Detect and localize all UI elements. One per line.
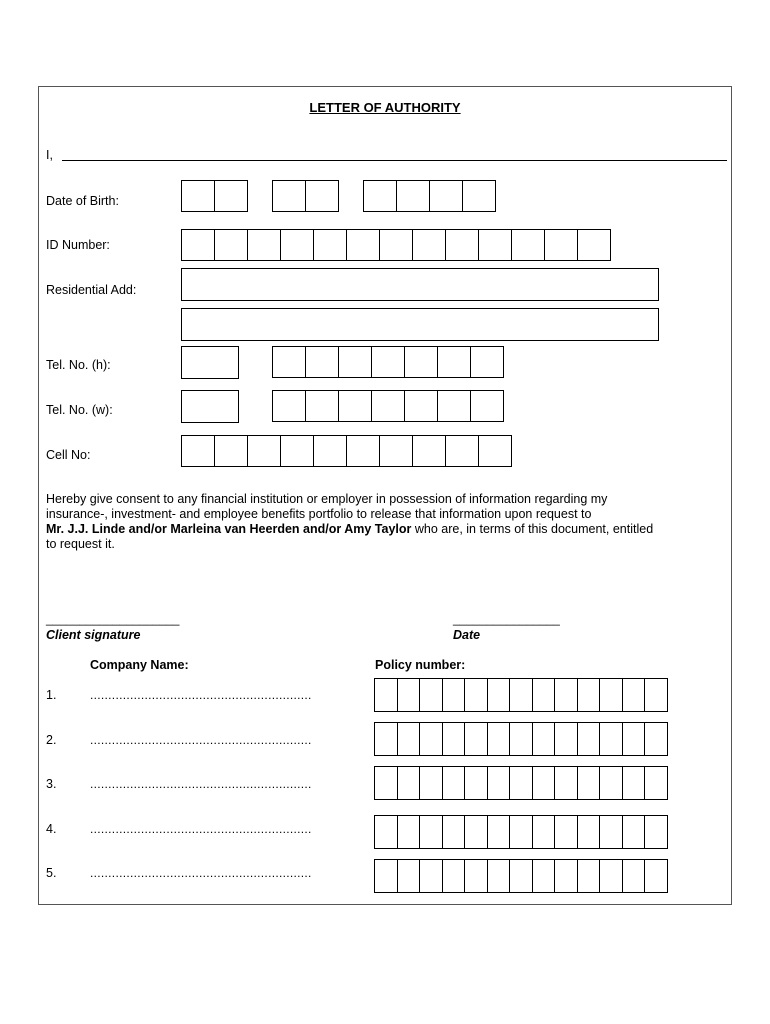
row-number: 1. [46,688,57,702]
id-number-label: ID Number: [46,238,110,252]
policy-number-boxes[interactable] [374,722,668,756]
address-label: Residential Add: [46,283,137,297]
row-number: 5. [46,866,57,880]
address-line-2[interactable] [181,308,659,341]
cell-label: Cell No: [46,448,91,462]
date-label: Date [453,628,481,642]
tel-home-code-box[interactable] [181,346,239,379]
company-name-field[interactable]: ............................................................. [90,822,312,836]
policy-number-boxes[interactable] [374,766,668,800]
consent-line-3-rest: who are, in terms of this document, entitled [411,522,654,536]
dob-day-boxes[interactable] [181,180,248,212]
consent-line-1: Hereby give consent to any financial institution or employer in possession of information regarding my [46,492,608,506]
policy-number-boxes[interactable] [374,678,668,712]
consent-line-2: insurance-, investment- and employee benefits portfolio to release that information upon request to [46,507,592,521]
dob-month-boxes[interactable] [272,180,339,212]
consent-line-3 [46,522,736,537]
policy-number-boxes[interactable] [374,815,668,849]
page-title: LETTER OF AUTHORITY [309,100,461,115]
cell-number-boxes[interactable] [181,435,512,467]
row-number: 4. [46,822,57,836]
policy-number-boxes[interactable] [374,859,668,893]
company-name-field[interactable]: ............................................................. [90,866,312,880]
date-signature-line[interactable]: ________________ [453,612,560,626]
tel-work-number-boxes[interactable] [272,390,504,422]
name-prefix-label: I, [46,148,53,162]
authorized-persons: Mr. J.J. Linde and/or Marleina van Heerden and/or Amy Taylor [46,522,412,536]
client-signature-line[interactable]: ____________________ [46,612,180,626]
tel-work-code-box[interactable] [181,390,239,423]
id-number-boxes[interactable] [181,229,611,261]
name-field[interactable] [62,160,727,161]
row-number: 2. [46,733,57,747]
consent-paragraph [46,492,736,552]
consent-line-4: to request it. [46,537,115,551]
row-number: 3. [46,777,57,791]
tel-work-label: Tel. No. (w): [46,403,113,417]
client-signature-label: Client signature [46,628,141,642]
address-line-1[interactable] [181,268,659,301]
company-name-header: Company Name: [90,658,189,672]
policy-number-header: Policy number: [375,658,466,672]
tel-home-number-boxes[interactable] [272,346,504,378]
company-name-field[interactable]: ............................................................. [90,688,312,702]
company-name-field[interactable]: ............................................................. [90,733,312,747]
dob-year-boxes[interactable] [363,180,496,212]
company-name-field[interactable]: ............................................................. [90,777,312,791]
dob-label: Date of Birth: [46,194,119,208]
tel-home-label: Tel. No. (h): [46,358,111,372]
